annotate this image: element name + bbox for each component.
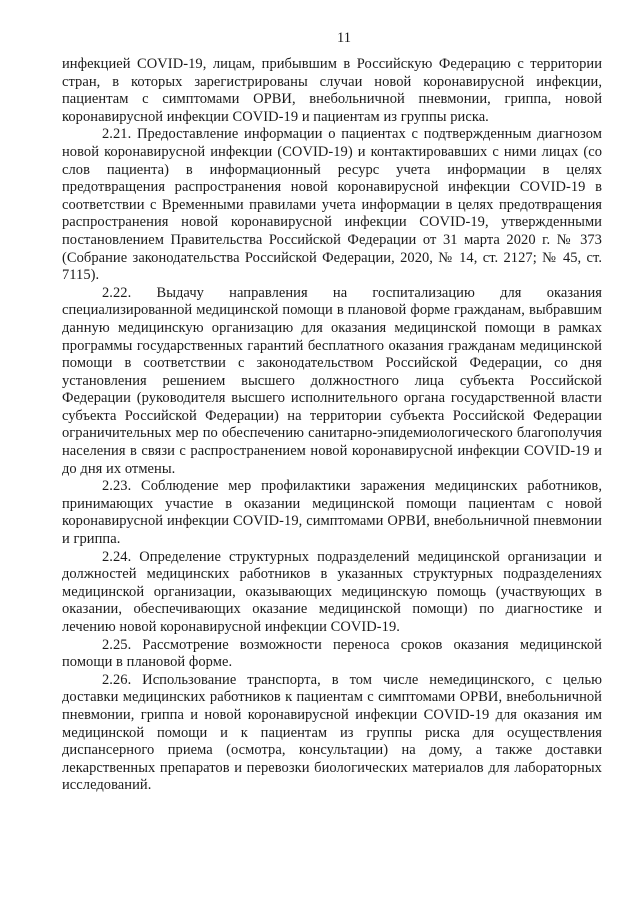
paragraph-2-21: 2.21. Предоставление информации о пациентах с подтвержденным диагнозом новой коронавирусной инфекции (COVID-19) и контактировавших с ними лицах (со слов пациента) в информационный ресурс учета информации в целях предотвращения распространения новой коронавирусной инфекции COVID-19 в соответствии с Временными правилами учета информации в целях предотвращения распространения новой коронавирусной инфекции COVID-19, утвержденными постановлением Правительства Российской Федерации от 31 марта 2020 г. № 373 (Собрание законодательства Российской Федерации, 2020, № 14, ст. 2127; № 45, ст. 7115). — [62, 126, 602, 284]
paragraph-2-26: 2.26. Использование транспорта, в том числе немедицинского, с целью доставки медицинских работников к пациентам с симптомами ОРВИ, внебольничной пневмонии, гриппа и новой коронавирусной инфекции COVID-19 для оказания им медицинской помощи и к пациентам из группы риска для осуществления диспансерного приема (осмотра, консультации) на дому, а также доставки лекарственных препаратов и перевозки биологических материалов для лабораторных исследований. — [62, 671, 602, 794]
document-body — [62, 56, 602, 795]
paragraph-2-25: 2.25. Рассмотрение возможности переноса сроков оказания медицинской помощи в плановой форме. — [62, 636, 602, 671]
paragraph-2-22: 2.22. Выдачу направления на госпитализацию для оказания специализированной медицинской помощи в плановой форме гражданам, выбравшим данную медицинскую организацию для оказания медицинской помощи в рамках программы государственных гарантий бесплатного оказания гражданам медицинской помощи в соответствии с законодательством Российской Федерации, со дня установления решением высшего должностного лица субъекта Российской Федерации (руководителя высшего исполнительного органа государственной власти субъекта Российской Федерации) на территории субъекта Российской Федерации ограничительных мер по обеспечению санитарно-эпидемиологического благополучия населения в связи с распространением новой коронавирусной инфекции COVID-19 и до дня их отмены. — [62, 284, 602, 477]
paragraph-2-24: 2.24. Определение структурных подразделений медицинской организации и должностей медицинских работников в указанных структурных подразделениях медицинской организации, оказывающих медицинскую помощь (участвующих в оказании, обеспечивающих оказание медицинской помощи) по диагностике и лечению новой коронавирусной инфекции COVID-19. — [62, 548, 602, 635]
paragraph-2-23: 2.23. Соблюдение мер профилактики заражения медицинских работников, принимающих участие в оказании медицинской помощи пациентам с новой коронавирусной инфекции COVID-19, симптомами ОРВИ, внебольничной пневмонии и гриппа. — [62, 478, 602, 548]
page-number: 11 — [337, 30, 351, 46]
paragraph-continuation: инфекцией COVID-19, лицам, прибывшим в Российскую Федерацию с территории стран, в которых зарегистрированы случаи новой коронавирусной инфекции, пациентам с симптомами ОРВИ, внебольничной пневмонии, гриппа, новой коронавирусной инфекции COVID-19 и пациентам из группы риска. — [62, 56, 602, 125]
